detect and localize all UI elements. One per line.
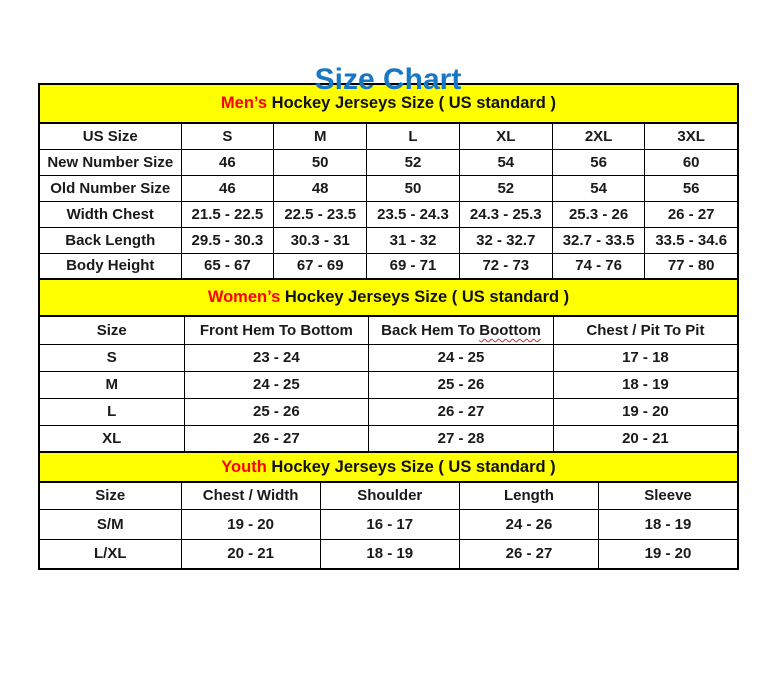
table-cell: 33.5 - 34.6 bbox=[645, 227, 738, 253]
column-header: Chest / Width bbox=[181, 482, 320, 509]
table-cell: 31 - 32 bbox=[367, 227, 460, 253]
column-header-row bbox=[39, 482, 738, 509]
table-cell: 24 - 25 bbox=[369, 344, 554, 371]
youth-section-highlight: Youth bbox=[221, 457, 267, 476]
table-cell: 23.5 - 24.3 bbox=[367, 201, 460, 227]
womens-size-table bbox=[38, 280, 739, 453]
table-cell: 18 - 19 bbox=[320, 539, 459, 569]
table-cell: 48 bbox=[274, 175, 367, 201]
column-header: Chest / Pit To Pit bbox=[553, 316, 738, 344]
table-cell: 18 - 19 bbox=[553, 371, 738, 398]
youth-section-header bbox=[39, 453, 738, 482]
table-cell: 19 - 20 bbox=[181, 509, 320, 539]
table-cell: 69 - 71 bbox=[367, 253, 460, 279]
table-cell: 54 bbox=[459, 149, 552, 175]
womens-table-body bbox=[39, 344, 738, 452]
table-row bbox=[39, 201, 738, 227]
table-row bbox=[39, 344, 738, 371]
table-cell: 60 bbox=[645, 149, 738, 175]
youth-size-table bbox=[38, 453, 739, 570]
column-header: Front Hem To Bottom bbox=[184, 316, 369, 344]
table-cell: 19 - 20 bbox=[599, 539, 738, 569]
table-row bbox=[39, 398, 738, 425]
table-row bbox=[39, 227, 738, 253]
size-chart-tables bbox=[38, 83, 737, 570]
table-cell: 50 bbox=[367, 175, 460, 201]
column-header: Back Hem To Boottom bbox=[369, 316, 554, 344]
misspelled-word: Boottom bbox=[479, 321, 541, 339]
table-cell: 50 bbox=[274, 149, 367, 175]
mens-size-table bbox=[38, 83, 739, 280]
table-cell: 23 - 24 bbox=[184, 344, 369, 371]
row-label: Width Chest bbox=[39, 201, 181, 227]
womens-section-title: Hockey Jerseys Size ( US standard ) bbox=[280, 288, 570, 306]
table-cell: 65 - 67 bbox=[181, 253, 274, 279]
youth-section-title: Hockey Jerseys Size ( US standard ) bbox=[266, 457, 556, 476]
table-cell: 67 - 69 bbox=[274, 253, 367, 279]
column-header: Length bbox=[459, 482, 598, 509]
column-header: Size bbox=[39, 316, 184, 344]
column-header-row bbox=[39, 123, 738, 149]
row-label: L/XL bbox=[39, 539, 181, 569]
table-cell: 46 bbox=[181, 175, 274, 201]
table-cell: 72 - 73 bbox=[459, 253, 552, 279]
column-header: S bbox=[181, 123, 274, 149]
row-label: S bbox=[39, 344, 184, 371]
table-cell: 24.3 - 25.3 bbox=[459, 201, 552, 227]
table-cell: 25 - 26 bbox=[369, 371, 554, 398]
table-row bbox=[39, 149, 738, 175]
row-label: Back Length bbox=[39, 227, 181, 253]
table-cell: 74 - 76 bbox=[552, 253, 645, 279]
table-row bbox=[39, 425, 738, 452]
row-label: M bbox=[39, 371, 184, 398]
table-cell: 25.3 - 26 bbox=[552, 201, 645, 227]
column-header: M bbox=[274, 123, 367, 149]
table-cell: 18 - 19 bbox=[599, 509, 738, 539]
column-header: Shoulder bbox=[320, 482, 459, 509]
table-cell: 25 - 26 bbox=[184, 398, 369, 425]
column-header: US Size bbox=[39, 123, 181, 149]
mens-section-title: Hockey Jerseys Size ( US standard ) bbox=[267, 94, 556, 112]
row-label: New Number Size bbox=[39, 149, 181, 175]
table-cell: 77 - 80 bbox=[645, 253, 738, 279]
section-header-row bbox=[39, 280, 738, 316]
table-cell: 24 - 25 bbox=[184, 371, 369, 398]
table-cell: 26 - 27 bbox=[184, 425, 369, 452]
table-row bbox=[39, 253, 738, 279]
womens-section-header bbox=[39, 280, 738, 316]
row-label: XL bbox=[39, 425, 184, 452]
table-cell: 26 - 27 bbox=[459, 539, 598, 569]
section-header-row bbox=[39, 453, 738, 482]
table-cell: 32 - 32.7 bbox=[459, 227, 552, 253]
column-header: 2XL bbox=[552, 123, 645, 149]
table-cell: 56 bbox=[552, 149, 645, 175]
table-cell: 46 bbox=[181, 149, 274, 175]
row-label: L bbox=[39, 398, 184, 425]
youth-table-body bbox=[39, 509, 738, 569]
table-cell: 52 bbox=[459, 175, 552, 201]
table-cell: 27 - 28 bbox=[369, 425, 554, 452]
column-header: XL bbox=[459, 123, 552, 149]
page-title: Size Chart bbox=[314, 63, 462, 96]
table-cell: 16 - 17 bbox=[320, 509, 459, 539]
table-cell: 19 - 20 bbox=[553, 398, 738, 425]
row-label: S/M bbox=[39, 509, 181, 539]
table-cell: 26 - 27 bbox=[645, 201, 738, 227]
table-cell: 21.5 - 22.5 bbox=[181, 201, 274, 227]
table-row bbox=[39, 175, 738, 201]
table-row bbox=[39, 509, 738, 539]
table-cell: 26 - 27 bbox=[369, 398, 554, 425]
table-row bbox=[39, 371, 738, 398]
table-cell: 20 - 21 bbox=[181, 539, 320, 569]
womens-section-highlight: Women’s bbox=[207, 288, 281, 306]
table-cell: 29.5 - 30.3 bbox=[181, 227, 274, 253]
row-label: Body Height bbox=[39, 253, 181, 279]
table-cell: 20 - 21 bbox=[553, 425, 738, 452]
column-header: Size bbox=[39, 482, 181, 509]
column-header: 3XL bbox=[645, 123, 738, 149]
column-header-row bbox=[39, 316, 738, 344]
column-header: L bbox=[367, 123, 460, 149]
table-cell: 32.7 - 33.5 bbox=[552, 227, 645, 253]
table-cell: 24 - 26 bbox=[459, 509, 598, 539]
table-cell: 30.3 - 31 bbox=[274, 227, 367, 253]
table-cell: 54 bbox=[552, 175, 645, 201]
table-cell: 52 bbox=[367, 149, 460, 175]
table-row bbox=[39, 539, 738, 569]
column-header: Sleeve bbox=[599, 482, 738, 509]
row-label: Old Number Size bbox=[39, 175, 181, 201]
table-cell: 17 - 18 bbox=[553, 344, 738, 371]
mens-section-highlight: Men’s bbox=[220, 94, 268, 112]
table-cell: 22.5 - 23.5 bbox=[274, 201, 367, 227]
mens-table-body bbox=[39, 149, 738, 279]
table-cell: 56 bbox=[645, 175, 738, 201]
